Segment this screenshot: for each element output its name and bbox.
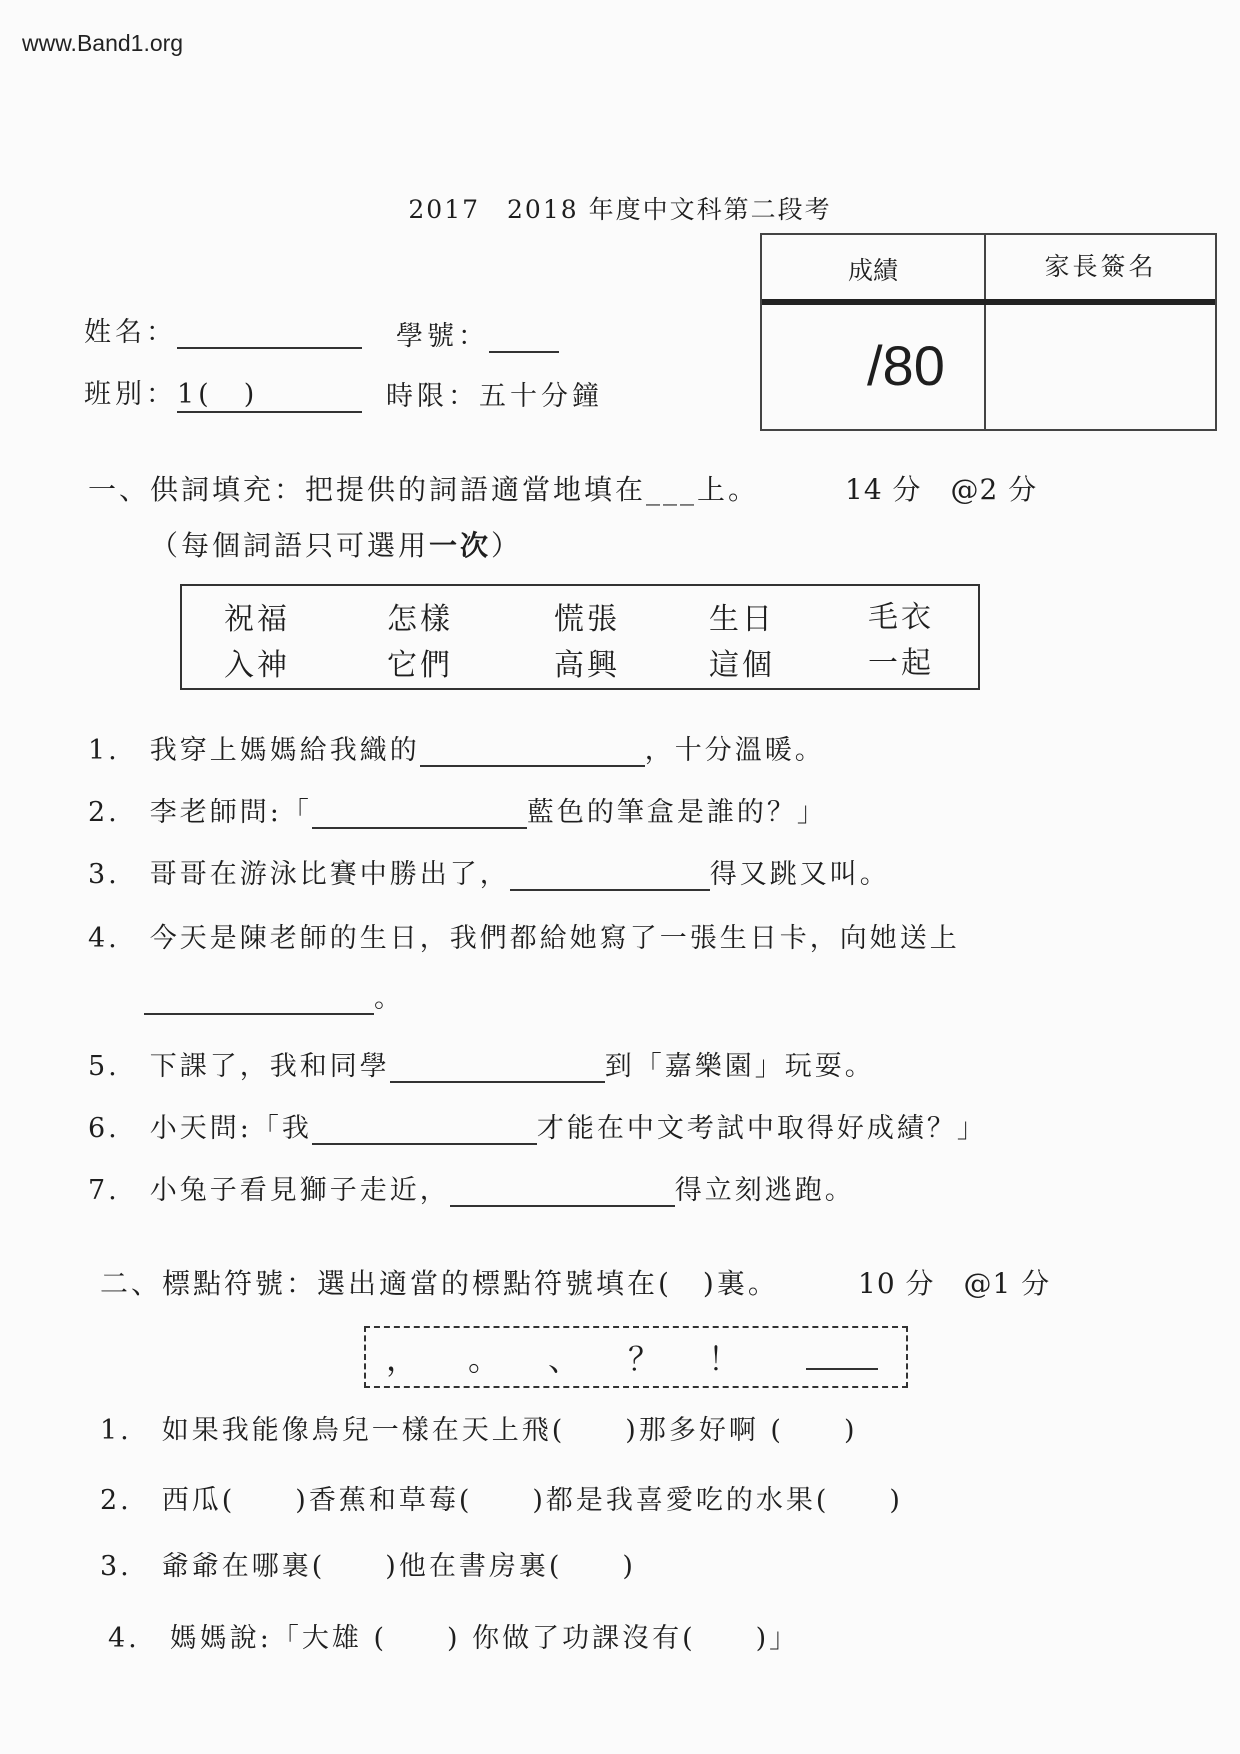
punctuation-question [100,1544,636,1583]
section1-note [150,524,522,564]
question-number: 2. [100,1485,132,1516]
answer-blank [312,799,527,829]
punctuation-question [108,1616,799,1655]
question-number: 1. [100,1415,132,1446]
punctuation-blank [806,1368,878,1370]
time-limit: 時限：五十分鐘 [386,381,603,412]
question-number: 6. [88,1113,120,1144]
word-bank-item: 入神 [224,648,290,683]
student-no-label: 學號： [396,321,489,352]
class-label: 班別： [84,379,177,410]
section2-heading: 二、標點符號：選出適當的標點符號填在( )裏。 [100,1267,779,1300]
question-text: 今天是陳老師的生日，我們都給她寫了一張生日卡，向她送上 [149,923,960,954]
punctuation-question [100,1408,857,1447]
word-bank-item: 慌張 [554,602,620,637]
parent-signature-header: 家長簽名 [1044,252,1157,281]
section1-heading: 一、供詞填充：把提供的詞語適當地填在___上。 [88,473,760,506]
word-bank-item: 怎樣 [387,602,453,637]
fill-question [88,728,825,767]
question-text: 媽媽說:「大雄 ( ) 你做了功課沒有( )」 [169,1623,800,1654]
punctuation-bank [364,1326,908,1388]
question-text: 才能在中文考試中取得好成績？」 [536,1113,987,1144]
punctuation-item: 、 [548,1340,581,1378]
question-text: 小天問:「我 [149,1113,312,1144]
word-bank-item: 祝福 [224,602,290,637]
question-text: 爺爺在哪裏( )他在書房裏( ) [161,1551,636,1582]
punctuation-question [100,1478,903,1517]
question-text: ，十分溫暖。 [644,735,825,766]
question-text: 如果我能像鳥兒一樣在天上飛( )那多好啊 ( ) [161,1415,858,1446]
word-bank-item: 高興 [554,648,620,683]
question-text: 到「嘉樂園」玩耍。 [604,1051,875,1082]
class-value: 1( ) [177,372,362,413]
fill-question [88,852,890,891]
question-number: 4. [108,1623,140,1654]
section1-points: 14 分 @2 分 [845,473,1038,506]
question-text: 我穿上媽媽給我織的 [149,735,420,766]
watermark-text: www.Band1.org [22,30,184,56]
fill-question [88,1106,987,1145]
answer-blank [144,985,374,1015]
question-number: 4. [88,923,120,954]
name-field [84,310,362,349]
question-text: 得立刻逃跑。 [674,1175,855,1206]
question-text: 得又跳又叫。 [709,859,890,890]
fill-question-continuation [144,976,404,1015]
question-number: 1. [88,735,120,766]
score-value: /80 [867,334,945,397]
question-number: 3. [100,1551,132,1582]
punctuation-item: ？ [628,1340,661,1378]
section2-points: 10 分 @1 分 [858,1267,1051,1300]
score-header: 成績 [847,256,898,285]
word-bank-item: 這個 [709,648,775,683]
section1-note-end: ） [491,529,523,562]
word-bank-item: 毛衣 [868,600,934,635]
answer-blank [312,1115,537,1145]
question-text: 。 [374,983,404,1014]
fill-question [88,1168,855,1207]
question-number: 2. [88,797,120,828]
fill-question [88,916,960,955]
word-bank-item: 一起 [868,646,934,681]
word-bank-item: 生日 [709,602,775,637]
word-bank-item: 它們 [387,648,453,683]
fill-question [88,1044,875,1083]
class-field [84,372,362,413]
student-no-field [396,314,559,353]
fill-question [88,790,827,829]
score-box [760,233,1217,431]
exam-title: 2017 2018 年度中文科第二段考 [408,195,832,224]
name-label: 姓名： [84,317,177,348]
punctuation-item: ！ [708,1340,741,1378]
word-bank [180,584,980,690]
answer-blank [450,1177,675,1207]
punctuation-item: ， [386,1340,419,1378]
question-number: 7. [88,1175,120,1206]
question-text: 下課了，我和同學 [149,1051,390,1082]
question-text: 哥哥在游泳比賽中勝出了， [149,859,510,890]
question-number: 3. [88,859,120,890]
question-text: 李老師問:「 [149,797,312,828]
answer-blank [420,737,645,767]
punctuation-item: 。 [468,1340,501,1378]
answer-blank [390,1053,605,1083]
score-box-rule [762,299,1215,305]
answer-blank [510,861,710,891]
name-blank [177,319,362,349]
question-text: 小兔子看見獅子走近， [149,1175,450,1206]
section1-note-bold: 一次 [429,529,492,562]
question-text: 藍色的筆盒是誰的？」 [526,797,827,828]
student-no-blank [489,323,559,353]
question-number: 5. [88,1051,120,1082]
question-text: 西瓜( )香蕉和草莓( )都是我喜愛吃的水果( ) [161,1485,903,1516]
section1-note-text: （每個詞語只可選用 [150,529,430,562]
